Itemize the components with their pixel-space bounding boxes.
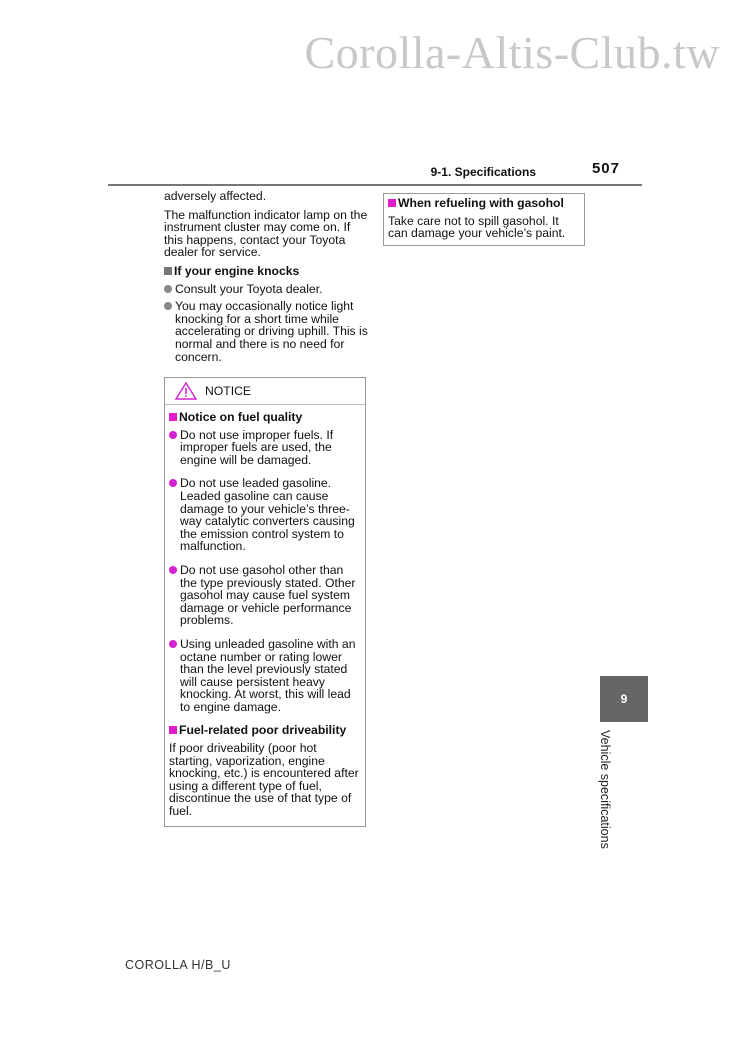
- page-number: 507: [591, 160, 620, 177]
- gasohol-heading-text: When refueling with gasohol: [398, 196, 564, 210]
- fuel-quality-heading: [169, 411, 361, 424]
- list-item-text: You may occasionally notice light knocking for a short time while accelerating or driving uphill. This is normal and there is no need for concern.: [175, 299, 368, 364]
- watermark: Corolla-Altis-Club.tw: [304, 27, 720, 78]
- page-header: [108, 160, 642, 186]
- list-item: [169, 564, 361, 627]
- square-bullet-icon: [164, 267, 172, 275]
- bullet-icon: [164, 302, 172, 310]
- paragraph: The malfunction indicator lamp on the instrument cluster may come on. If this happens, contact your Toyota dealer for service.: [164, 207, 368, 260]
- gasohol-box: [383, 193, 585, 246]
- warning-triangle-icon: [175, 382, 197, 400]
- notice-body: [165, 405, 365, 818]
- driveability-heading-text: Fuel-related poor driveability: [179, 723, 347, 738]
- bullet-icon: [169, 566, 177, 574]
- bullet-icon: [169, 431, 177, 439]
- left-column: [164, 190, 368, 368]
- gasohol-text: Take care not to spill gasohol. It can damage your vehicle’s paint.: [388, 213, 566, 241]
- section-title: 9-1. Specifications: [430, 165, 536, 179]
- list-item-text: Do not use gasohol other than the type previously stated. Other gasohol may cause fuel system damage or vehicle performance problems.: [180, 562, 356, 628]
- chapter-label: Vehicle specifications: [598, 730, 612, 849]
- list-item: [169, 638, 361, 714]
- list-item: [169, 477, 361, 553]
- bullet-icon: [164, 285, 172, 293]
- list-item: [164, 283, 368, 296]
- notice-box: [164, 377, 366, 827]
- fuel-quality-heading-text: Notice on fuel quality: [179, 410, 303, 424]
- driveability-text: If poor driveability (poor hot starting, vaporization, engine knocking, etc.) is encountered after using a different type of fuel, discontinue the use of that type of fuel.: [169, 741, 359, 819]
- list-item-text: Consult your Toyota dealer.: [175, 281, 323, 296]
- chapter-tab: [600, 676, 648, 722]
- notice-title: NOTICE: [205, 383, 252, 398]
- square-bullet-icon: [169, 413, 177, 421]
- list-item-text: Do not use improper fuels. If improper fuels are used, the engine will be damaged.: [180, 427, 334, 467]
- bullet-icon: [169, 640, 177, 648]
- list-item-text: Using unleaded gasoline with an octane number or rating lower than the level previously stated will cause persistent heavy knocking. At worst, this will lead to engine damage.: [180, 636, 356, 714]
- knock-heading-text: If your engine knocks: [174, 263, 300, 278]
- paragraph: adversely affected.: [164, 189, 267, 203]
- chapter-number: 9: [620, 692, 628, 706]
- notice-header: [165, 378, 365, 405]
- square-bullet-icon: [169, 726, 177, 734]
- bullet-icon: [169, 479, 177, 487]
- knock-heading: [164, 265, 368, 278]
- list-item: [164, 300, 368, 363]
- square-bullet-icon: [388, 199, 396, 207]
- list-item-text: Do not use leaded gasoline. Leaded gasoline can cause damage to your vehicle’s three-way catalytic converters causing the emission control system to malfunction.: [180, 476, 355, 554]
- driveability-heading: [169, 724, 361, 737]
- footer: COROLLA H/B_U: [125, 958, 231, 972]
- gasohol-heading: [388, 197, 580, 210]
- list-item: [169, 429, 361, 467]
